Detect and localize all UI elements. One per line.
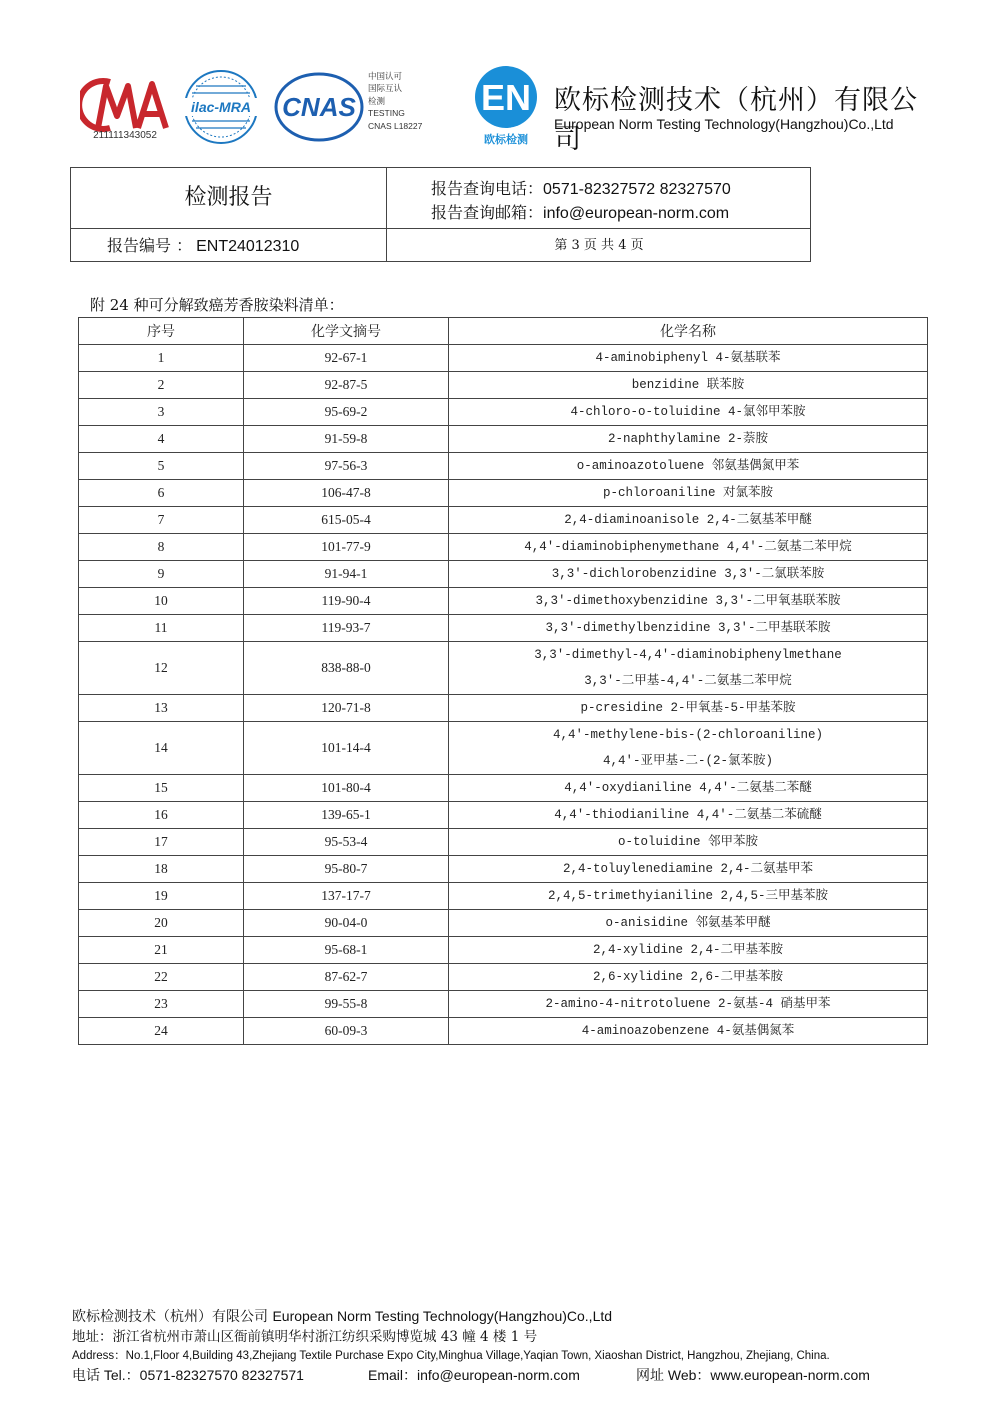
logo-strip — [80, 62, 940, 155]
chemical-name — [449, 883, 928, 910]
footer-company-cn: 欧标检测技术（杭州）有限公司 — [72, 1309, 268, 1325]
chemical-name-line: 3,3′-dimethoxybenzidine 3,3′-二甲氧基联苯胺 — [535, 594, 841, 608]
table-row — [79, 615, 928, 642]
cas-number: 615-05-4 — [244, 507, 449, 534]
cas-number: 91-59-8 — [244, 426, 449, 453]
cnas-caption — [368, 70, 422, 132]
row-number: 11 — [79, 615, 244, 642]
chemical-name-line: 3,3′-dimethyl-4,4′-diaminobiphenylmethane — [534, 648, 842, 662]
row-number: 14 — [79, 722, 244, 775]
row-number: 15 — [79, 775, 244, 802]
chemical-name — [449, 856, 928, 883]
company-name-cn: 欧标检测技术（杭州）有限公司 — [554, 85, 918, 155]
row-number: 10 — [79, 588, 244, 615]
chemical-name — [449, 372, 928, 399]
table-row — [79, 642, 928, 695]
table-row — [79, 588, 928, 615]
table-row — [79, 937, 928, 964]
table-row — [79, 534, 928, 561]
chemical-name-line: 4,4′-methylene-bis-(2-chloroaniline) — [552, 728, 824, 742]
row-number: 9 — [79, 561, 244, 588]
chemical-name-line: 2,4,5-trimethyianiline 2,4,5-三甲基苯胺 — [547, 889, 829, 903]
chemical-name — [449, 964, 928, 991]
table-row — [79, 964, 928, 991]
report-number-label: 报告编号 ： — [107, 236, 193, 255]
cas-number: 87-62-7 — [244, 964, 449, 991]
chemical-name — [449, 695, 928, 722]
table-row — [79, 856, 928, 883]
report-header-box — [70, 167, 811, 262]
chemical-name — [449, 426, 928, 453]
company-name-en: European Norm Testing Technology(Hangzhou)Co.,Ltd — [554, 116, 894, 132]
chemical-name-line: 4,4′-oxydianiline 4,4′-二氨基二苯醚 — [564, 781, 812, 795]
page-indicator: 第 3 页 共 4 页 — [554, 238, 644, 253]
row-number: 17 — [79, 829, 244, 856]
row-number: 3 — [79, 399, 244, 426]
report-contact — [431, 177, 731, 225]
table-row — [79, 991, 928, 1018]
chemical-name-line: 3,3′-二甲基-4,4′-二氨基二苯甲烷 — [584, 674, 792, 688]
cas-number: 97-56-3 — [244, 453, 449, 480]
table-row — [79, 722, 928, 775]
svg-text:EN: EN — [480, 77, 532, 118]
chemical-name-line: 4-aminobiphenyl 4-氨基联苯 — [595, 351, 781, 365]
phone-label: 报告查询电话： — [431, 179, 544, 198]
chemical-name-line: 4,4′-diaminobiphenymethane 4,4′-二氨基二苯甲烷 — [524, 540, 852, 554]
table-row — [79, 775, 928, 802]
chemical-name — [449, 722, 928, 775]
table-row — [79, 695, 928, 722]
row-number: 5 — [79, 453, 244, 480]
chemical-name-line: 2,4-toluylenediamine 2,4-二氨基甲苯 — [562, 862, 814, 876]
cas-number: 92-87-5 — [244, 372, 449, 399]
row-number: 2 — [79, 372, 244, 399]
footer-contacts — [72, 1365, 952, 1385]
chemical-name-line: o-toluidine 邻甲苯胺 — [617, 835, 758, 849]
row-number: 4 — [79, 426, 244, 453]
cas-number: 101-80-4 — [244, 775, 449, 802]
chemical-name — [449, 453, 928, 480]
ilac-mra-logo — [182, 66, 260, 148]
chemical-name — [449, 910, 928, 937]
table-caption: 附 24 种可分解致癌芳香胺染料清单： — [90, 296, 344, 314]
chemical-name — [449, 991, 928, 1018]
chemical-name-line: 4-aminoazobenzene 4-氨基偶氮苯 — [581, 1024, 795, 1038]
cas-number: 95-69-2 — [244, 399, 449, 426]
table-body — [79, 345, 928, 1045]
cnas-line: 国际互认 — [368, 83, 403, 94]
row-number: 13 — [79, 695, 244, 722]
chemical-name-line: 2-naphthylamine 2-萘胺 — [607, 432, 769, 446]
report-number-value: ENT24012310 — [196, 238, 300, 255]
footer-email: Email：info@european-norm.com — [368, 1367, 580, 1383]
cas-number: 91-94-1 — [244, 561, 449, 588]
cas-number: 101-77-9 — [244, 534, 449, 561]
chemical-name-line: 4,4′-thiodianiline 4,4′-二氨基二苯硫醚 — [554, 808, 822, 822]
table-row — [79, 372, 928, 399]
chemical-name-line: benzidine 联苯胺 — [631, 378, 745, 392]
row-number: 12 — [79, 642, 244, 695]
cma-code: 211111343052 — [93, 130, 157, 141]
chemical-name — [449, 507, 928, 534]
report-title: 检测报告 — [184, 185, 273, 210]
email-value: info@european-norm.com — [543, 205, 730, 222]
chemical-name-line: 3,3′-dichlorobenzidine 3,3′-二氯联苯胺 — [551, 567, 825, 581]
chemical-name — [449, 829, 928, 856]
chemical-name-line: p-chloroaniline 对氯苯胺 — [602, 486, 774, 500]
cnas-logo — [274, 72, 364, 142]
cas-number: 137-17-7 — [244, 883, 449, 910]
cas-number: 101-14-4 — [244, 722, 449, 775]
phone-value: 0571-82327572 82327570 — [543, 181, 731, 198]
cas-number: 838-88-0 — [244, 642, 449, 695]
footer-address-cn: 地址：浙江省杭州市萧山区衙前镇明华村浙江纺织采购博览城 43 幢 4 楼 1 号 — [72, 1329, 538, 1345]
cas-number: 119-93-7 — [244, 615, 449, 642]
table-row — [79, 1018, 928, 1045]
cas-number: 99-55-8 — [244, 991, 449, 1018]
footer-tel: 电话 Tel.：0571-82327570 82327571 — [72, 1367, 304, 1383]
chemical-name-line: p-cresidine 2-甲氧基-5-甲基苯胺 — [580, 701, 796, 715]
chemical-name — [449, 642, 928, 695]
cas-number: 120-71-8 — [244, 695, 449, 722]
cnas-line: TESTING — [368, 108, 405, 119]
cas-number: 90-04-0 — [244, 910, 449, 937]
row-number: 22 — [79, 964, 244, 991]
table-row — [79, 802, 928, 829]
table-row — [79, 910, 928, 937]
cas-number: 60-09-3 — [244, 1018, 449, 1045]
chemical-name-line: 2,4-xylidine 2,4-二甲基苯胺 — [592, 943, 784, 957]
row-number: 6 — [79, 480, 244, 507]
en-logo — [472, 64, 540, 130]
en-logo-caption: 欧标检测 — [484, 133, 528, 146]
cas-number: 92-67-1 — [244, 345, 449, 372]
footer-company — [72, 1306, 952, 1327]
chemical-name — [449, 588, 928, 615]
chemical-name-line: 2-amino-4-nitrotoluene 2-氨基-4 硝基甲苯 — [545, 997, 831, 1011]
cnas-line: 中国认可 — [368, 71, 403, 81]
column-header-no: 序号 — [79, 318, 244, 345]
table-row — [79, 480, 928, 507]
report-number — [107, 229, 299, 262]
chemical-name — [449, 615, 928, 642]
chemical-name — [449, 561, 928, 588]
footer-address-en: Address：No.1,Floor 4,Building 43,Zhejiang Textile Purchase Expo City,Minghua Village,Yaqian Town, Xiaoshan District, Hangzhou, Zhejiang, China. — [72, 1350, 830, 1362]
column-header-cas: 化学文摘号 — [244, 318, 449, 345]
table-row — [79, 345, 928, 372]
table-row — [79, 453, 928, 480]
chemical-name-line: 2,4-diaminoanisole 2,4-二氨基苯甲醚 — [564, 513, 812, 527]
row-number: 7 — [79, 507, 244, 534]
row-number: 19 — [79, 883, 244, 910]
amine-list-table — [78, 317, 928, 1045]
row-number: 23 — [79, 991, 244, 1018]
row-number: 8 — [79, 534, 244, 561]
row-number: 18 — [79, 856, 244, 883]
column-header-name: 化学名称 — [449, 318, 928, 345]
chemical-name-line: 4-chloro-o-toluidine 4-氯邻甲苯胺 — [570, 405, 806, 419]
cas-number: 119-90-4 — [244, 588, 449, 615]
cnas-line: CNAS L18227 — [368, 120, 423, 131]
chemical-name — [449, 775, 928, 802]
cas-number: 95-80-7 — [244, 856, 449, 883]
chemical-name — [449, 534, 928, 561]
chemical-name-line: o-aminoazotoluene 邻氨基偶氮甲苯 — [576, 459, 800, 473]
email-label: 报告查询邮箱： — [431, 203, 544, 222]
chemical-name — [449, 399, 928, 426]
chemical-name-line: 3,3′-dimethylbenzidine 3,3′-二甲基联苯胺 — [545, 621, 831, 635]
row-number: 24 — [79, 1018, 244, 1045]
cnas-line: 检测 — [368, 95, 386, 106]
table-row — [79, 883, 928, 910]
chemical-name — [449, 1018, 928, 1045]
cas-number: 95-68-1 — [244, 937, 449, 964]
chemical-name-line: 4,4′-亚甲基-二-(2-氯苯胺) — [602, 754, 773, 768]
cas-number: 139-65-1 — [244, 802, 449, 829]
chemical-name — [449, 937, 928, 964]
table-row — [79, 507, 928, 534]
footer-web: 网址 Web：www.european-norm.com — [636, 1367, 870, 1383]
chemical-name — [449, 345, 928, 372]
table-header-row — [79, 318, 928, 345]
table-row — [79, 399, 928, 426]
footer-company-en: European Norm Testing Technology(Hangzhou)Co.,Ltd — [272, 1308, 613, 1324]
chemical-name — [449, 802, 928, 829]
table-row — [79, 561, 928, 588]
cas-number: 106-47-8 — [244, 480, 449, 507]
chemical-name — [449, 480, 928, 507]
row-number: 20 — [79, 910, 244, 937]
chemical-name-line: o-anisidine 邻氨基苯甲醚 — [605, 916, 771, 930]
table-row — [79, 829, 928, 856]
table-row — [79, 426, 928, 453]
page-footer — [72, 1306, 952, 1385]
svg-text:ilac-MRA: ilac-MRA — [191, 99, 251, 115]
cas-number: 95-53-4 — [244, 829, 449, 856]
row-number: 16 — [79, 802, 244, 829]
chemical-name-line: 2,6-xylidine 2,6-二甲基苯胺 — [592, 970, 784, 984]
svg-text:CNAS: CNAS — [282, 92, 356, 122]
row-number: 1 — [79, 345, 244, 372]
row-number: 21 — [79, 937, 244, 964]
